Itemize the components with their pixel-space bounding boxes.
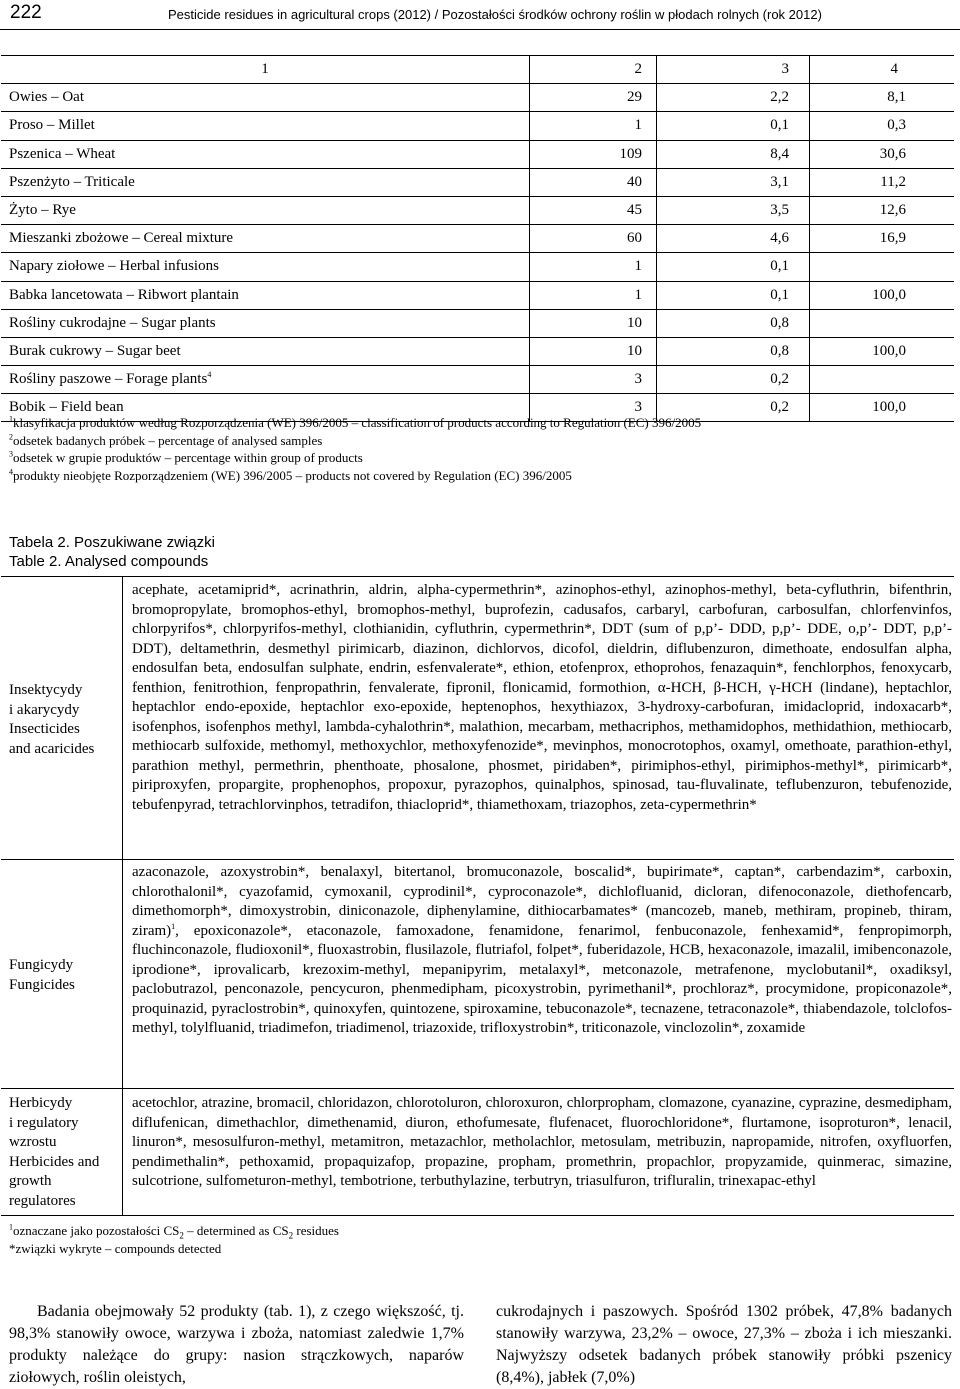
header-rule [0,29,960,30]
percent-group: 8,1 [887,89,906,106]
footnote-mark: 2 [9,432,13,442]
group-label-line: growth [9,1173,52,1189]
group-label-line: and acaricides [9,740,95,757]
footnote-text: produkty nieobjęte Rozporządzeniem (WE) 396/2005 – products not covered by Regulation (EC) 396/2005 [13,467,572,483]
column-header: 1 [1,56,530,84]
footnote-text: odsetek w grupie produktów – percentage within group of products [13,450,363,465]
table-2-footnotes [9,1222,339,1257]
percent-samples: 0,8 [657,309,810,337]
group-label [9,1094,117,1211]
table-row [1,140,954,168]
compound-list: acephate, acetamiprid*, acrinathrin, aldrin, alpha-cypermethrin*, azinophos-ethyl, azinophos-methyl, beta-cyfluthrin, bifenthrin, bromopropylate, bromophos-ethyl, bromophos-methyl, buprofezin, cadusafos, carbaryl, carbofuran, carbosulfan, chlorfenvinfos, chlorpyrifos*, chlorpyrifos-methyl, clothianidin, cyfluthrin, cypermethrin*, DDT (sum of p,p’- DDD, p,p’- DDE, o,p’- DDT, p,p’- DDT), deltamethrin, desmethyl pirimicarb, diazinon, dichlorvos, dicofol, dieldrin, diflubenzuron, dimethoate, endosulfan alpha, endosulfan beta, endosulfan sulphate, endrin, esfenvalerate*, ethion, etofenprox, ethoprohos, fenazaquin*, fenchlorphos, fenoxycarb, fenthion, fenitrothion, fenpropathrin, fenvalerate, fipronil, flonicamid, formothion, α-HCH, β-HCH, γ-HCH (lindane), heptachlor, heptachlor endo-epoxide, heptachlor exo-epoxide, heptenophos, hexythiazox, 3-hydroxy-carbofuran, imidacloprid, indoxacarb*, isofenphos, isofenphos methyl, lambda-cyhalothrin*, malathion, mecarbam, methacriphos, methamidophos, methidathion, methiocarb, methiocarb sulfoxide, methomyl, methoxychlor, methoxyfenozide*, mevinphos, monocrotophos, oxamyl, omethoate, parathion-ethyl, parathion methyl, permethrin, phenthoate, phosalone, phosmet, piridaben*, pirimiphos-ethyl, pirimiphos-methyl*, pirimicarb*, piriproxyfen, propargite, prophenophos, propoxur, pyrazophos, quinalphos, spinosad, tau-fluvalinate, teflubenzuron, tebufenozide, tebufenpyrad, tetrachlorvinphos, tetradifon, thiacloprid*, thiamethoxam, triazophos, zeta-cypermethrin* [132,582,952,813]
table-row [1,281,954,309]
group-label-line: Insektycydy [9,682,83,698]
product-name: Pszenżyto – Triticale [1,168,530,196]
percent-samples: 0,8 [657,337,810,365]
percent-group: 0,3 [887,117,906,134]
product-name: Mieszanki zbożowe – Cereal mixture [1,225,530,253]
group-label-line: Insecticides [9,721,80,737]
table-row [1,168,954,196]
group-label [9,956,117,995]
percent-group [810,309,955,337]
footnote-text: oznaczane jako pozostałości CS [13,1223,180,1238]
compound-group-fungicides [1,860,954,1089]
sample-count: 10 [530,309,657,337]
body-text-left-column: Badania obejmowały 52 produkty (tab. 1), z czego większość, tj. 98,3% stanowiły owoce, warzywa i zboża, natomiast zaledwie 1,7% produkty należące do grupy: nasion strączkowych, naparów ziołowych, roślin oleistych, [9,1303,464,1386]
table-row [1,196,954,224]
compound-list [132,863,952,1039]
sample-count: 45 [530,196,657,224]
group-label-line: Herbicides and [9,1153,100,1170]
page-number: 222 [10,2,42,23]
footnote [9,449,701,467]
percent-group: 11,2 [880,173,906,190]
percent-samples: 3,1 [657,168,810,196]
table-row [1,309,954,337]
table-row [1,84,954,112]
footnote: *związki wykryte – compounds detected [9,1240,222,1256]
footnote-mark: 4 [207,370,212,380]
product-name: Rośliny paszowe – Forage plants [9,371,208,388]
percent-group [810,366,955,394]
percent-samples: 0,1 [657,253,810,281]
product-name: Burak cukrowy – Sugar beet [1,337,530,365]
table-row [1,366,954,394]
group-label-line: wzrostu [9,1134,57,1150]
percent-group [810,253,955,281]
sample-count: 29 [530,84,657,112]
group-label [9,681,117,759]
footnote [9,1222,339,1240]
sample-count: 60 [530,225,657,253]
product-name: Żyto – Rye [1,196,530,224]
footnote-mark: 1 [9,414,13,424]
percent-group: 100,0 [872,342,906,359]
table-2-caption [9,533,215,571]
caption-pl: Tabela 2. Poszukiwane związki [9,534,215,551]
compound-group-insecticides [1,577,954,860]
footnote [9,432,701,450]
footnote-mark: 4 [9,467,13,477]
sample-count: 3 [530,394,657,422]
percent-samples: 0,1 [657,112,810,140]
group-label-line: i regulatory [9,1114,79,1131]
footnote-text: residues [293,1223,339,1238]
group-label-line: i akarycydy [9,701,80,718]
group-label-line: regulatores [9,1192,76,1209]
product-name: Napary ziołowe – Herbal infusions [1,253,530,281]
table-row [1,337,954,365]
body-text-right-column: cukrodajnych i paszowych. Spośród 1302 próbek, 47,8% badanych stanowiły warzywa, 23,2% – owoce, 27,3% – zboża i ich mieszanki. Najwyższy odsetek badanych próbek stanowiły próbki pszenicy (8,4%), jabłek (7,0%) [496,1303,952,1386]
footnote-text: – determined as CS [183,1223,289,1238]
column-header: 3 [657,56,810,84]
percent-samples: 0,2 [657,366,810,394]
sample-count: 3 [530,366,657,394]
percent-samples: 0,1 [657,281,810,309]
table-1-footnotes [9,414,701,484]
sample-count: 1 [530,112,657,140]
table-row [1,253,954,281]
subscript: 2 [288,1230,294,1241]
percent-group: 16,9 [879,230,906,247]
percent-group: 30,6 [879,145,906,162]
group-label-line: Herbicydy [9,1095,73,1111]
compound-group-herbicides [1,1089,954,1215]
product-name-cell [1,366,530,394]
caption-en: Table 2. Analysed compounds [9,553,209,570]
group-label-line: Fungicydy [9,957,74,973]
sample-count: 1 [530,253,657,281]
footnote [9,414,701,432]
table-row [1,112,954,140]
percent-samples: 4,6 [657,225,810,253]
compound-list: acetochlor, atrazine, bromacil, chloridazon, chlorotoluron, chloroxuron, chlorpropham, clomazone, cyanazine, cyprazine, desmedipham, diflufenican, dimethachlor, dimethenamid, diuron, ethofumesate, flufenacet, fluorochloridone*, flurtamone, isoproturon*, lenacil, linuron*, mesosulfuron-methyl, metamitron, metazachlor, metholachlor, metosulam, metribuzin, napropamide, nitrofen, oxyfluorfen, pendimethalin*, pethoxamid, propaquizafop, propazine, propham, promethrin, propachlor, propyzamide, quinmerac, simazine, sulcotrione, sulfometuron-methyl, tembotrione, terbuthylazine, terbutryn, triasulfuron, trifluralin, trinexapac-ethyl [132,1095,952,1189]
product-name: Pszenica – Wheat [1,140,530,168]
footnote [9,467,701,485]
sample-count: 40 [530,168,657,196]
percent-samples: 0,2 [657,394,810,422]
sample-count: 109 [530,140,657,168]
subscript: 2 [179,1230,184,1241]
table-1 [1,55,954,422]
sample-count: 1 [530,281,657,309]
column-header: 4 [810,56,955,84]
footnote-mark: 1 [171,921,176,931]
table-2 [1,576,954,1216]
product-name: Rośliny cukrodajne – Sugar plants [1,309,530,337]
percent-group: 12,6 [879,202,906,219]
footnote-mark: 3 [9,449,13,459]
table-1-header-row [1,56,954,84]
footnote-text: klasyfikacja produktów według Rozporządzenia (WE) 396/2005 – classification of products according to Regulation (EC) 396/2005 [13,415,702,430]
footnote-mark: 1 [9,1222,13,1232]
percent-samples: 2,2 [657,84,810,112]
running-title: Pesticide residues in agricultural crops (2012) / Pozostałości środków ochrony roślin w płodach rolnych (rok 2012) [168,7,822,22]
compound-text: , epoxiconazole*, etaconazole, famoxadone, fenamidone, fenarimol, fenbuconazole, fenhexamid*, fenpropimorph, fluchinconazole, fludioxonil*, fluoxastrobin, flusilazole, flutriafol, folpet*, fuberidazole, HCB, hexaconazole, imazalil, imibenconazole, iprodione*, iprovalicarb, krezoxim-methyl, mepanipyrim, metalaxyl*, metconazole, metrafenone, myclobutanil*, oxadiksyl, paclobutrazol, penconazole, pencycuron, phenmedipham, picoxystrobin, pyrimethanil*, prochloraz*, procymidone, propiconazole*, proquinazid, pyraclostrobin*, quinoxyfen, quintozene, spiroxamine, tebuconazole*, tecnazene, tetraconazole*, thiabendazole, tolclofos-methyl, tolylfluanid, triadimefon, triadimenol, triazoxide, trifloxystrobin*, triticonazole, vinclozolin*, zoxamide [132,922,952,1036]
product-name: Babka lancetowata – Ribwort plantain [1,281,530,309]
running-header [0,0,960,30]
column-header: 2 [530,56,657,84]
table-row [1,225,954,253]
percent-group: 100,0 [872,399,906,416]
product-name: Bobik – Field bean [1,394,530,422]
percent-samples: 3,5 [657,196,810,224]
product-name: Owies – Oat [1,84,530,112]
group-label-line: Fungicides [9,976,75,993]
percent-group: 100,0 [872,286,906,303]
percent-samples: 8,4 [657,140,810,168]
product-name: Proso – Millet [1,112,530,140]
sample-count: 10 [530,337,657,365]
footnote-text: odsetek badanych próbek – percentage of analysed samples [13,432,323,448]
compound-text: azaconazole, azoxystrobin*, benalaxyl, bitertanol, bromuconazole, boscalid*, bupirimate*, captan*, carbendazim*, carboxin, chlorothalonil*, cyazofamid, cymoxanil, cyprodinil*, cyproconazole*, dichlofluanid, dicloran, difenoconazole, diethofencarb, dimethomorph*, dimoxystrobin, diniconazole, diphenylamine, dithiocarbamates* (mancozeb, maneb, methiram, propineb, thiram, ziram) [132,864,952,939]
